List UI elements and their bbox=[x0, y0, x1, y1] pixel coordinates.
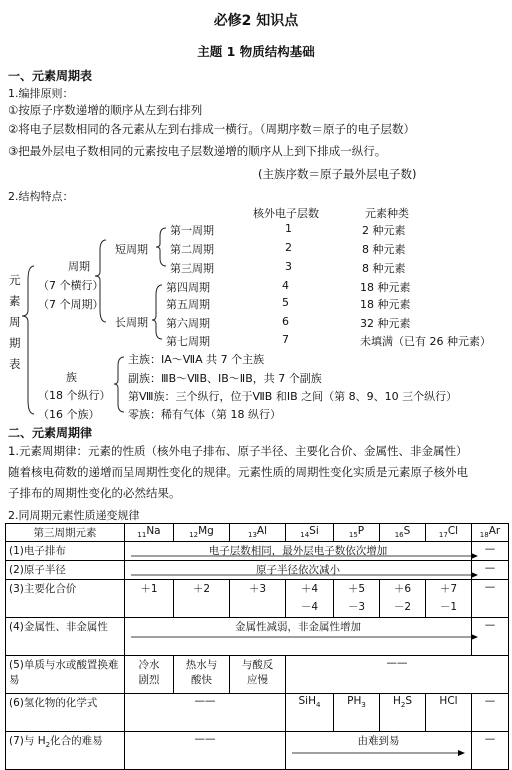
valence-cell: ＋1 bbox=[125, 580, 174, 618]
hydride-cell: SiH$_4$ bbox=[286, 694, 334, 732]
group-sub-1: （18 个纵行） bbox=[38, 389, 111, 402]
element-cell: $_{17}$Cl bbox=[426, 524, 472, 542]
h2-none: —— bbox=[125, 732, 286, 770]
principle-title: 1.编排原则： bbox=[8, 87, 74, 100]
row-label: (6)氢化物的化学式 bbox=[6, 694, 125, 732]
group-eight: 第Ⅷ族：三个纵行，位于ⅦB 和ⅠB 之间（第 8、9、10 三个纵行） bbox=[128, 390, 458, 403]
period-kinds: 未填满（已有 26 种元素） bbox=[360, 335, 491, 348]
table-row bbox=[6, 618, 509, 656]
period-name: 第二周期 bbox=[170, 243, 214, 256]
period-name: 第一周期 bbox=[170, 224, 214, 237]
table-row bbox=[6, 656, 509, 694]
period-shells: 3 bbox=[285, 260, 292, 273]
trend-text: 金属性减弱，非金属性增加 bbox=[235, 621, 361, 633]
period-name: 第三周期 bbox=[170, 262, 214, 275]
hydride-cell: $PH_3$ bbox=[334, 694, 380, 732]
period-shells: 1 bbox=[285, 222, 292, 235]
row-label: (2)原子半径 bbox=[6, 561, 125, 580]
trend-cell bbox=[125, 561, 472, 580]
period-sub-1: （7 个横行） bbox=[38, 279, 104, 292]
period-kinds: 18 种元素 bbox=[360, 298, 411, 311]
law-line-3: 子排布的周期性变化的必然结果。 bbox=[8, 486, 181, 500]
arrow-icon bbox=[131, 634, 481, 640]
table-head-label: 第三周期元素 bbox=[6, 524, 125, 542]
trend-text: 原子半径依次减小 bbox=[256, 564, 340, 576]
row-label: (4)金属性、非金属性 bbox=[6, 618, 125, 656]
period-shells: 5 bbox=[282, 296, 289, 309]
period-kinds: 18 种元素 bbox=[360, 281, 411, 294]
period3-table bbox=[5, 523, 509, 770]
element-cell: $_{14}$Si bbox=[286, 524, 334, 542]
law-line-1: 1.元素周期律：元素的性质（核外电子排布、原子半径、主要化合价、金属性、非金属性） bbox=[8, 444, 468, 458]
root-char: 周 bbox=[9, 315, 21, 329]
period-kinds: 8 种元素 bbox=[362, 243, 406, 256]
rule-2: ②将电子层数相同的各元素从左到右排成一横行。（周期序数＝原子的电子层数） bbox=[8, 122, 416, 136]
group-main: 主族：ⅠA～ⅦA 共 7 个主族 bbox=[128, 353, 265, 366]
reactivity-rest: —— bbox=[286, 656, 509, 694]
arrow-icon bbox=[131, 553, 481, 559]
row-label: (1)电子排布 bbox=[6, 542, 125, 561]
dash-cell: — bbox=[472, 542, 509, 561]
period-shells: 6 bbox=[282, 315, 289, 328]
group-sub: 副族：ⅢB～ⅦB、ⅠB～ⅡB，共 7 个副族 bbox=[128, 372, 322, 385]
rule-3-note: (主族序数＝原子最外层电子数) bbox=[258, 167, 417, 181]
element-cell: $_{18}$Ar bbox=[472, 524, 509, 542]
hydride-cell: HCl bbox=[426, 694, 472, 732]
table-row bbox=[6, 732, 509, 770]
table-row bbox=[6, 561, 509, 580]
element-cell: $_{16}$S bbox=[380, 524, 426, 542]
long-period-label: 长周期 bbox=[115, 316, 148, 329]
short-period-label: 短周期 bbox=[115, 243, 148, 256]
period-shells: 7 bbox=[282, 333, 289, 346]
reactivity-cell: 热水与 酸快 bbox=[174, 656, 230, 694]
element-cell: $_{13}$Al bbox=[230, 524, 286, 542]
law-line-2: 随着核电荷数的递增而呈周期性变化的规律。元素性质的周期性变化实质是元素原子核外电 bbox=[8, 465, 468, 479]
period-shells: 4 bbox=[282, 279, 289, 292]
hydride-none: —— bbox=[125, 694, 286, 732]
trend-text: 电子层数相同，最外层电子数依次增加 bbox=[208, 545, 388, 557]
root-char: 素 bbox=[9, 294, 21, 308]
group-zero: 零族：稀有气体（第 18 纵行） bbox=[128, 408, 281, 421]
period-name: 第五周期 bbox=[166, 298, 210, 311]
period-shells: 2 bbox=[285, 241, 292, 254]
period-kinds: 32 种元素 bbox=[360, 317, 411, 330]
col-kinds-header: 元素种类 bbox=[365, 207, 409, 220]
element-cell: $_{15}$P bbox=[334, 524, 380, 542]
arrow-icon bbox=[131, 572, 481, 578]
table-title: 2.同周期元素性质递变规律 bbox=[8, 509, 140, 522]
valence-cell: ＋7 －1 bbox=[426, 580, 472, 618]
hydride-cell: $H_2S$ bbox=[380, 694, 426, 732]
col-shells-header: 核外电子层数 bbox=[253, 207, 319, 220]
trend-cell bbox=[125, 542, 472, 561]
period-sub-2: （7 个周期） bbox=[38, 298, 104, 311]
structure-title: 2.结构特点： bbox=[8, 190, 74, 203]
valence-cell: ＋2 bbox=[174, 580, 230, 618]
rule-3: ③把最外层电子数相同的元素按电子层数递增的顺序从上到下排成一纵行。 bbox=[8, 144, 387, 158]
table-row bbox=[6, 580, 509, 618]
dash-cell: — bbox=[472, 561, 509, 580]
section2-heading: 二、元素周期律 bbox=[8, 426, 93, 440]
dash-cell: — bbox=[472, 732, 509, 770]
rule-1: ①按原子序数递增的顺序从左到右排列 bbox=[8, 103, 203, 117]
table-row bbox=[6, 542, 509, 561]
dash-cell: — bbox=[472, 618, 509, 656]
section1-heading: 一、元素周期表 bbox=[8, 69, 93, 83]
reactivity-cell: 与酸反 应慢 bbox=[230, 656, 286, 694]
trend-text: 由难到易 bbox=[357, 735, 400, 747]
element-cell: $_{12}$Mg bbox=[174, 524, 230, 542]
root-char: 表 bbox=[9, 357, 21, 371]
table-row bbox=[6, 694, 509, 732]
trend-cell bbox=[125, 618, 472, 656]
group-label: 族 bbox=[66, 371, 77, 384]
period-name: 第四周期 bbox=[166, 281, 210, 294]
row-label: (7)与 $H_2$化合的难易 bbox=[6, 732, 125, 770]
period-kinds: 2 种元素 bbox=[362, 224, 406, 237]
trend-cell bbox=[286, 732, 472, 770]
valence-cell: ＋5 －3 bbox=[334, 580, 380, 618]
table-header-row bbox=[6, 524, 509, 542]
root-char: 期 bbox=[9, 336, 21, 350]
arrow-icon bbox=[292, 750, 468, 756]
dash-cell: — bbox=[472, 694, 509, 732]
valence-cell: ＋6 －2 bbox=[380, 580, 426, 618]
row-label: (3)主要化合价 bbox=[6, 580, 125, 618]
valence-cell: ＋4 －4 bbox=[286, 580, 334, 618]
row-label: (5)单质与水或酸置换难易 bbox=[6, 656, 125, 694]
dash-cell: — bbox=[472, 580, 509, 618]
period-label: 周期 bbox=[68, 260, 90, 273]
element-cell: $_{11}$Na bbox=[125, 524, 174, 542]
valence-cell: ＋3 bbox=[230, 580, 286, 618]
period-name: 第七周期 bbox=[166, 335, 210, 348]
period-kinds: 8 种元素 bbox=[362, 262, 406, 275]
reactivity-cell: 冷水 剧烈 bbox=[125, 656, 174, 694]
page-title: 必修2 知识点 bbox=[213, 13, 299, 29]
root-char: 元 bbox=[9, 273, 21, 287]
group-sub-2: （16 个族） bbox=[38, 408, 100, 421]
period-name: 第六周期 bbox=[166, 317, 210, 330]
page-subtitle: 主题 1 物质结构基础 bbox=[197, 44, 315, 59]
